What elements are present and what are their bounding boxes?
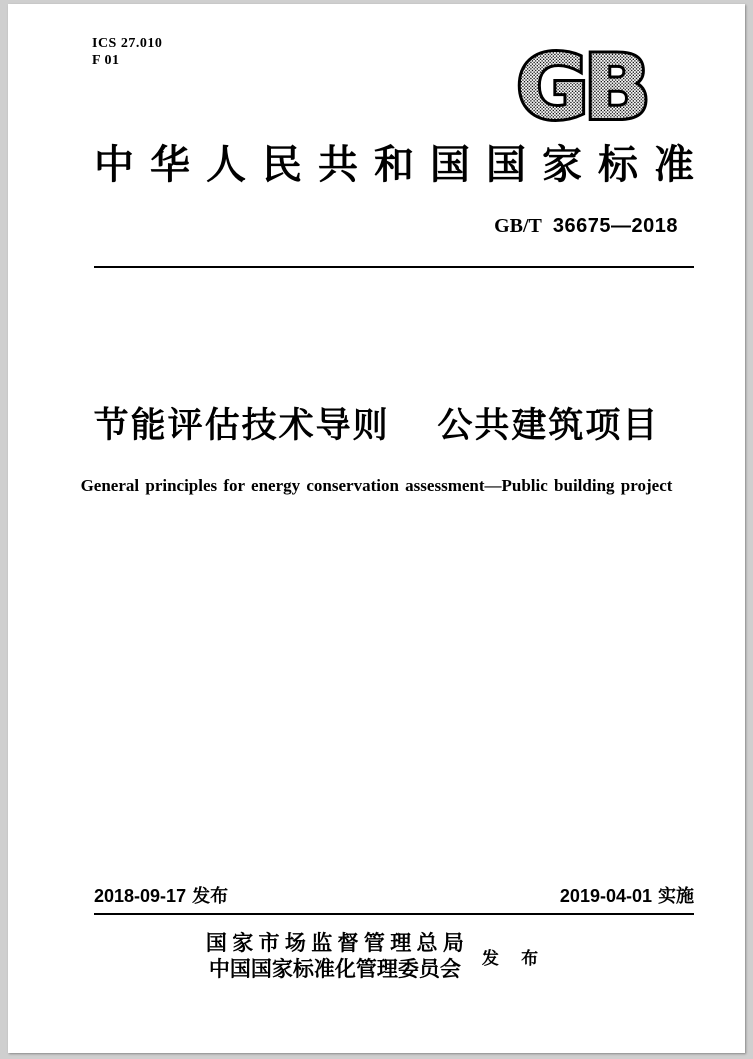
classification-code: F 01 <box>92 53 120 68</box>
implement-date-label: 实施 <box>658 886 694 906</box>
standard-code-prefix: GB/T <box>494 215 542 237</box>
standard-code <box>94 213 694 239</box>
document-title-english: General principles for energy conservation assessment—Public building project <box>80 476 673 495</box>
dates-row <box>94 884 694 908</box>
bottom-divider-rule <box>94 913 694 915</box>
issue-date: 2018-09-17 <box>94 886 187 906</box>
ics-code: ICS 27.010 <box>92 36 163 51</box>
gb-logo-letters: GB <box>516 44 646 128</box>
publish-label: 发 布 <box>481 948 548 968</box>
implement-date: 2019-04-01 <box>559 886 652 906</box>
standard-code-number: 36675—2018 <box>552 215 678 237</box>
gb-standard-logo-icon <box>506 44 656 128</box>
issuer-block <box>8 930 745 982</box>
issuer-line-1: 国家市场监督管理总局 <box>205 931 464 955</box>
issue-date-label: 发布 <box>192 886 229 906</box>
national-standard-title: 中华人民共和国国家标准 <box>94 142 694 187</box>
document-title-cn-part2: 公共建筑项目 <box>437 406 660 445</box>
implement-date-group <box>560 884 694 908</box>
document-title-cn-part1: 节能评估技术导则 <box>93 406 390 445</box>
document-title-chinese <box>8 403 745 449</box>
top-divider-rule <box>94 266 694 268</box>
issuer-line-2: 中国国家标准化管理委员会 <box>208 957 461 981</box>
issue-date-group <box>94 884 228 908</box>
standard-cover-page <box>8 4 745 1053</box>
ics-classification-block <box>92 35 162 69</box>
issuer-names <box>206 930 464 982</box>
